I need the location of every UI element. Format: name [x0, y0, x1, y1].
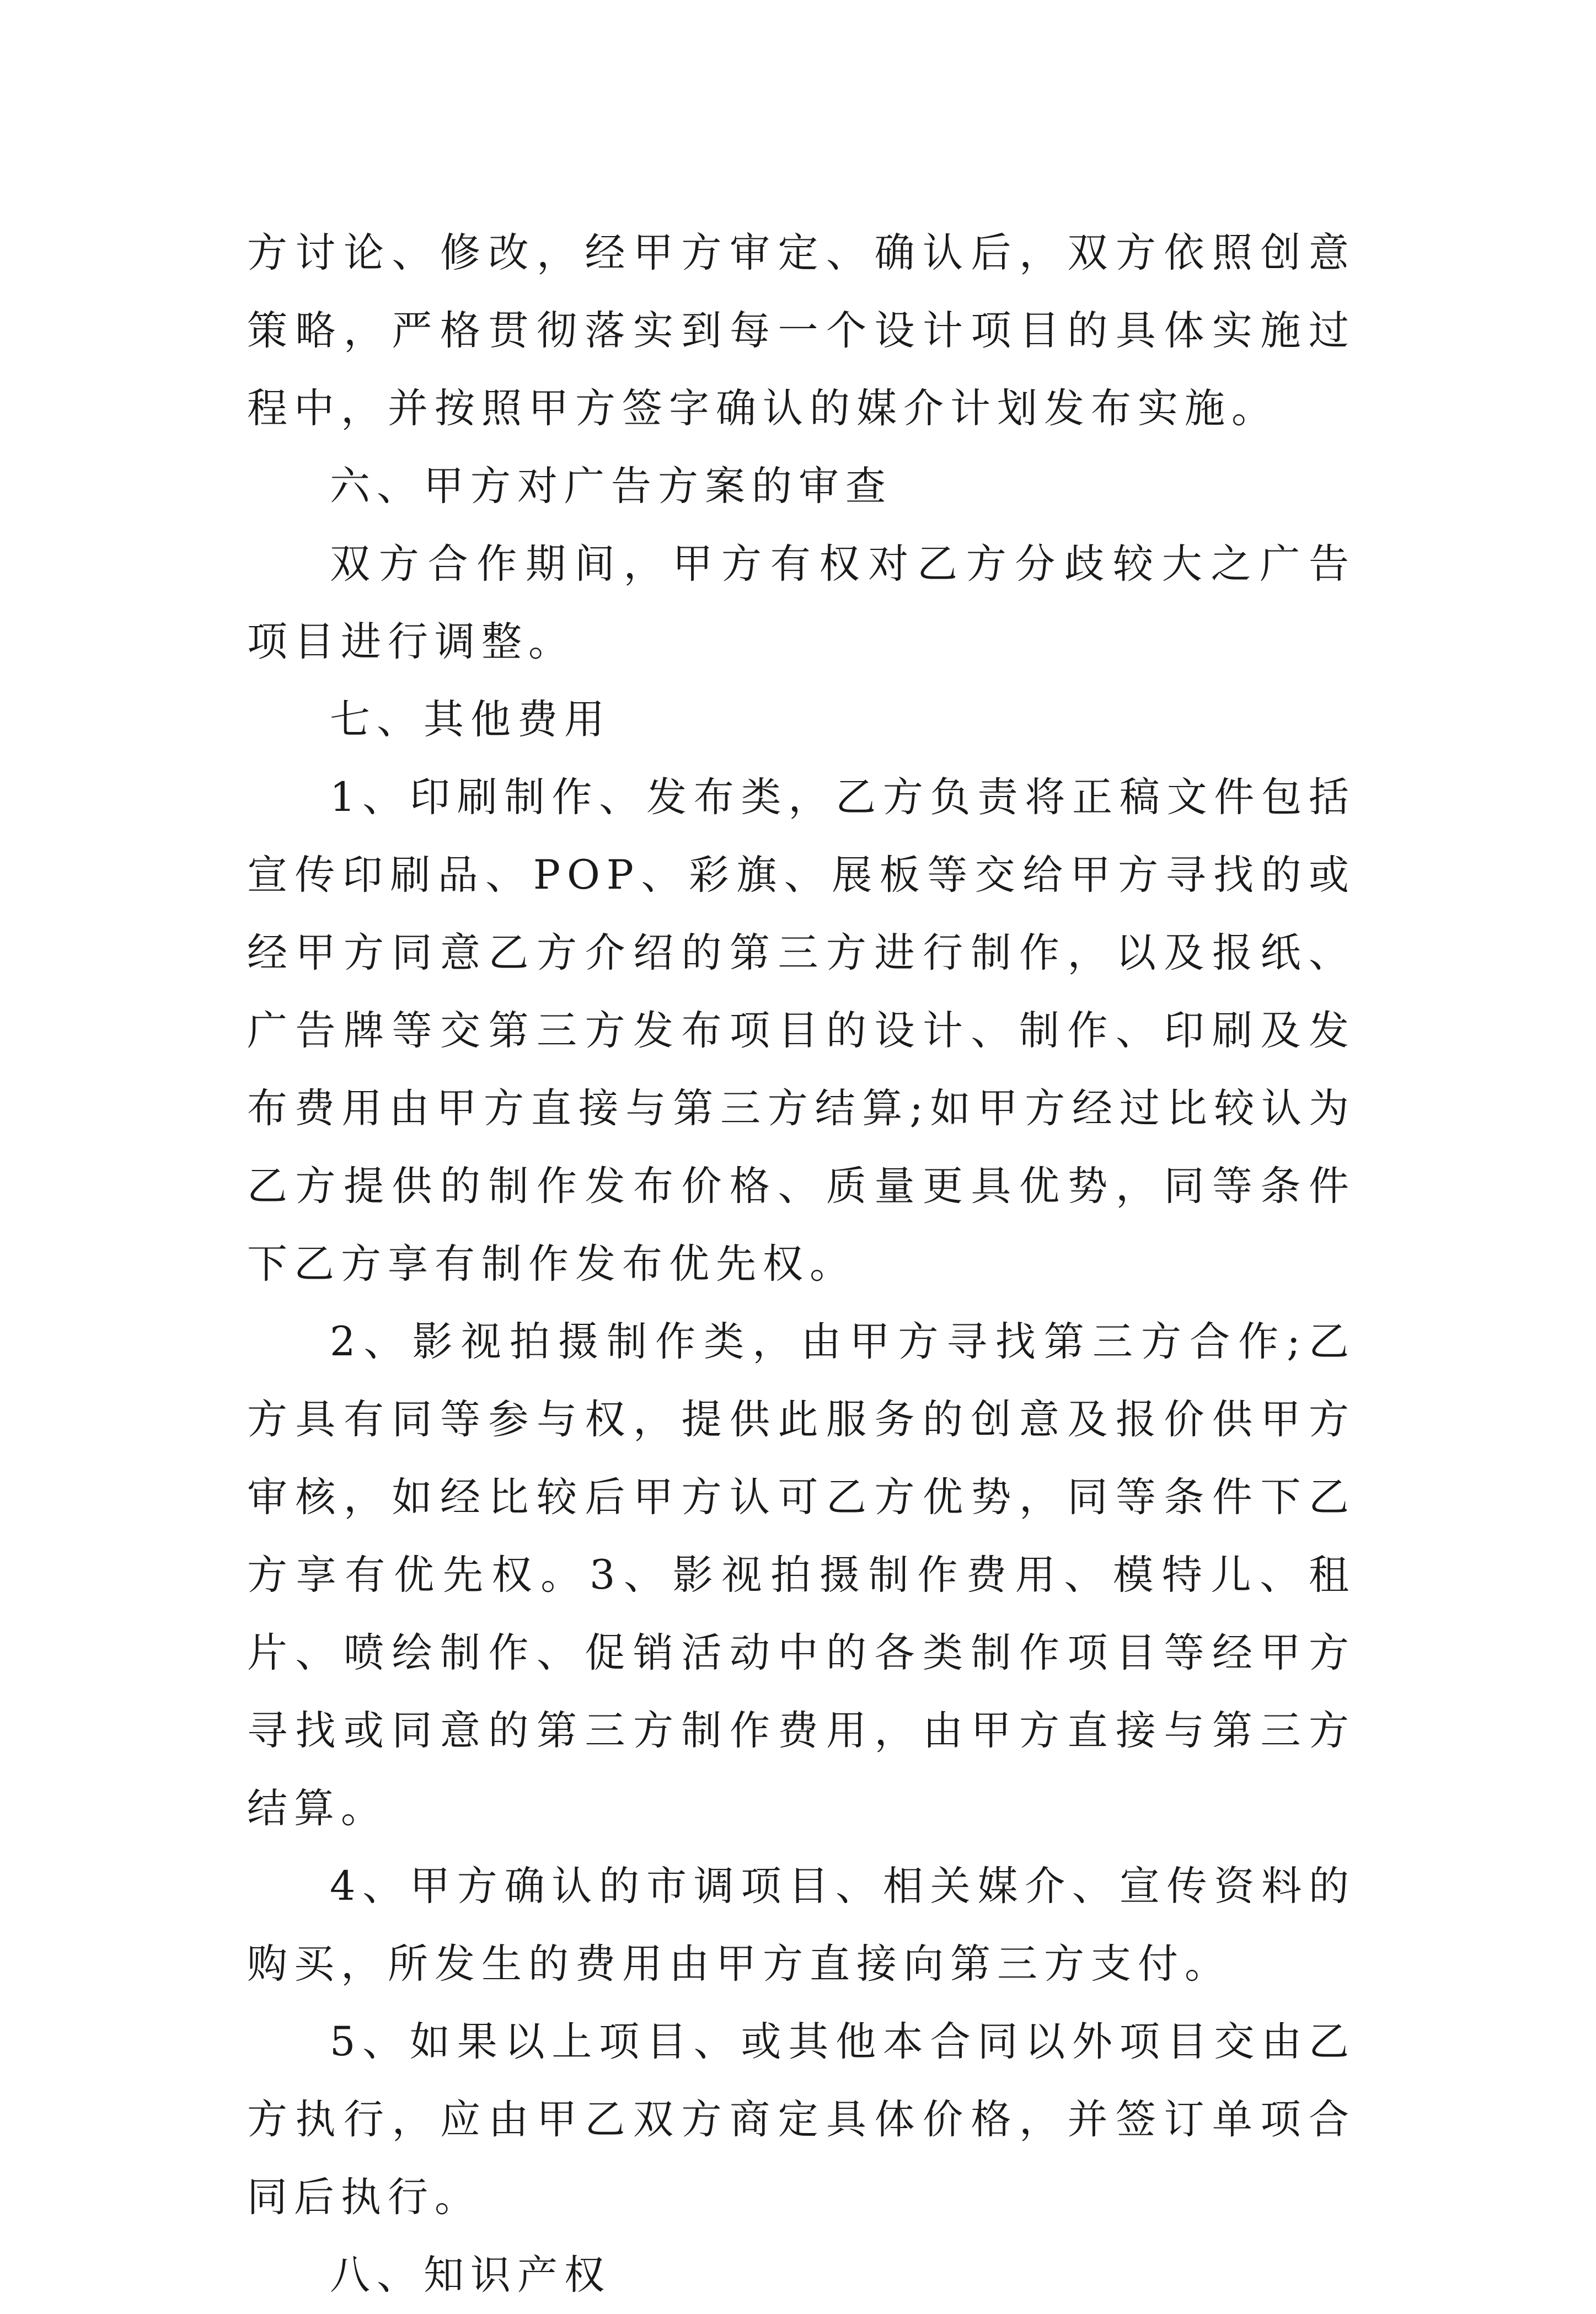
section-heading-eight: 八、知识产权	[330, 2252, 611, 2299]
paragraph-item-5: 5、如果以上项目、或其他本合同以外项目交由乙方执行，应由甲乙双方商定具体价格，并签订单项合同后执行。	[247, 2018, 1356, 2221]
paragraph-continuation: 方讨论、修改，经甲方审定、确认后，双方依照创意策略，严格贯彻落实到每一个设计项目的具体实施过程中，并按照甲方签字确认的媒介计划发布实施。	[247, 229, 1356, 432]
document-body	[247, 214, 1356, 2314]
paragraph-item-2-3: 2、影视拍摄制作类，由甲方寻找第三方合作;乙方具有同等参与权，提供此服务的创意及报价供甲方审核，如经比较后甲方认可乙方优势，同等条件下乙方享有优先权。3、影视拍摄制作费用、模特儿、租片、喷绘制作、促销活动中的各类制作项目等经甲方寻找或同意的第三方制作费用，由甲方直接与第三方结算。	[247, 1318, 1356, 1832]
paragraph-item-4: 4、甲方确认的市调项目、相关媒介、宣传资料的购买，所发生的费用由甲方直接向第三方支付。	[247, 1863, 1356, 1987]
section-heading-six: 六、甲方对广告方案的审查	[330, 463, 892, 510]
section-heading-seven: 七、其他费用	[330, 696, 611, 743]
paragraph-review: 双方合作期间，甲方有权对乙方分歧较大之广告项目进行调整。	[247, 541, 1356, 665]
paragraph-item-1: 1、印刷制作、发布类，乙方负责将正稿文件包括宣传印刷品、POP、彩旗、展板等交给甲方寻找的或经甲方同意乙方介绍的第三方进行制作，以及报纸、广告牌等交第三方发布项目的设计、制作、印刷及发布费用由甲方直接与第三方结算;如甲方经过比较认为乙方提供的制作发布价格、质量更具优势，同等条件下乙方享有制作发布优先权。	[247, 774, 1356, 1287]
